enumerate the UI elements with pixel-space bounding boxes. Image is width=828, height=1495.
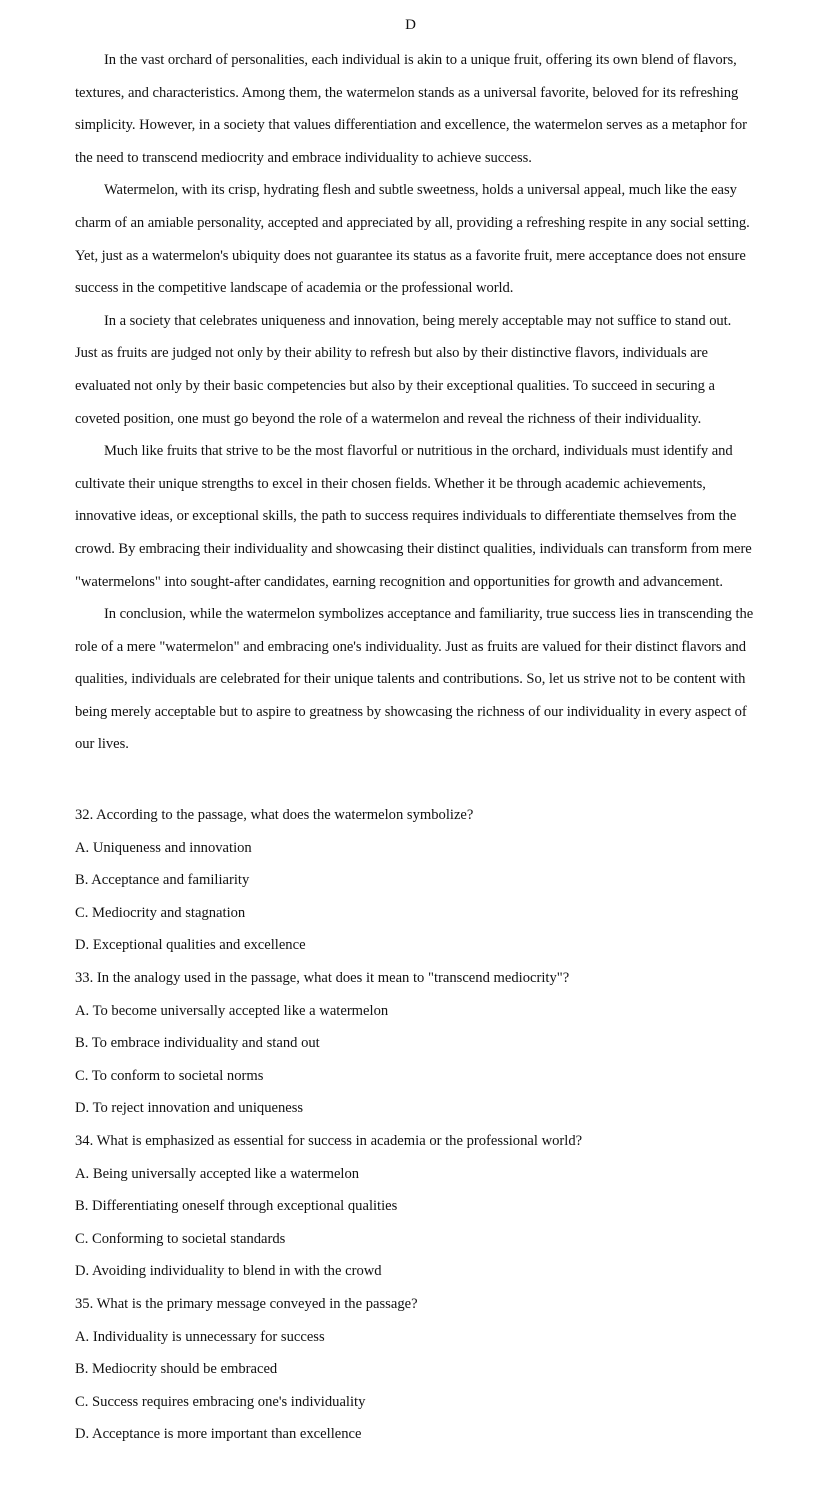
question-stem: 32. According to the passage, what does the watermelon symbolize? bbox=[75, 807, 474, 824]
section-label: D bbox=[405, 17, 416, 33]
option-a: A. Being universally accepted like a watermelon bbox=[75, 1165, 360, 1182]
question-stem: 35. What is the primary message conveyed in the passage? bbox=[75, 1295, 418, 1312]
question-35 bbox=[75, 1288, 754, 1451]
question-33 bbox=[75, 962, 754, 1125]
option-a: A. Individuality is unnecessary for success bbox=[75, 1328, 325, 1345]
passage-paragraph-5: In conclusion, while the watermelon symbolizes acceptance and familiarity, true success lies in transcending the role of a mere "watermelon" and embracing one's individuality. Just as fruits are valued for their distinct flavors and qualities, individuals are celebrated for their unique talents and contributions. So, let us strive not to be content with being merely acceptable but to aspire to greatness by showcasing the richness of our individuality in every aspect of our lives. bbox=[75, 606, 754, 753]
passage-paragraph-2: Watermelon, with its crisp, hydrating flesh and subtle sweetness, holds a universal appeal, much like the easy charm of an amiable personality, accepted and appreciated by all, providing a refreshing respite in any social setting. Yet, just as a watermelon's ubiquity does not guarantee its status as a favorite fruit, mere acceptance does not ensure success in the competitive landscape of academia or the professional world. bbox=[75, 182, 750, 297]
option-c: C. To conform to societal norms bbox=[75, 1067, 264, 1084]
option-c: C. Conforming to societal standards bbox=[75, 1230, 286, 1247]
question-stem: 34. What is emphasized as essential for success in academia or the professional world? bbox=[75, 1133, 583, 1149]
option-a: A. To become universally accepted like a watermelon bbox=[75, 1002, 389, 1019]
passage-paragraph-3: In a society that celebrates uniqueness and innovation, being merely acceptable may not suffice to stand out. Just as fruits are judged not only by their ability to refresh but also by their distinctive flavors, individuals are evaluated not only by their basic competencies but also by their exceptional qualities. To succeed in securing a coveted position, one must go beyond the role of a watermelon and reveal the richness of their individuality. bbox=[75, 312, 732, 427]
question-32 bbox=[75, 799, 754, 962]
option-b: B. Mediocrity should be embraced bbox=[75, 1361, 278, 1378]
question-34 bbox=[75, 1125, 754, 1288]
option-d: D. Avoiding individuality to blend in with the crowd bbox=[75, 1263, 382, 1280]
passage-paragraph-1: In the vast orchard of personalities, each individual is akin to a unique fruit, offering its own blend of flavors, textures, and characteristics. Among them, the watermelon stands as a universal favorite, beloved for its refreshing simplicity. However, in a society that values differentiation and excellence, the watermelon serves as a metaphor for the need to transcend mediocrity and embrace individuality to achieve success. bbox=[75, 52, 747, 166]
document-page bbox=[75, 0, 754, 1451]
option-c: C. Mediocrity and stagnation bbox=[75, 904, 246, 921]
option-c: C. Success requires embracing one's individuality bbox=[75, 1393, 366, 1410]
option-d: D. Exceptional qualities and excellence bbox=[75, 937, 306, 954]
option-b: B. To embrace individuality and stand out bbox=[75, 1035, 320, 1052]
reading-passage bbox=[75, 44, 754, 761]
option-b: B. Acceptance and familiarity bbox=[75, 872, 250, 889]
option-a: A. Uniqueness and innovation bbox=[75, 839, 252, 856]
passage-paragraph-4: Much like fruits that strive to be the most flavorful or nutritious in the orchard, individuals must identify and cultivate their unique strengths to excel in their chosen fields. Whether it be through academic achievements, innovative ideas, or exceptional skills, the path to success requires individuals to differentiate themselves from the crowd. By embracing their individuality and showcasing their distinct qualities, individuals can transform from mere "watermelons" into sought-after candidates, earning recognition and opportunities for growth and advancement. bbox=[75, 443, 752, 590]
option-d: D. To reject innovation and uniqueness bbox=[75, 1100, 304, 1117]
option-d: D. Acceptance is more important than excellence bbox=[75, 1426, 362, 1443]
question-stem: 33. In the analogy used in the passage, what does it mean to "transcend mediocrity"? bbox=[75, 970, 570, 987]
option-b: B. Differentiating oneself through exceptional qualities bbox=[75, 1198, 398, 1215]
question-list bbox=[75, 799, 754, 1451]
